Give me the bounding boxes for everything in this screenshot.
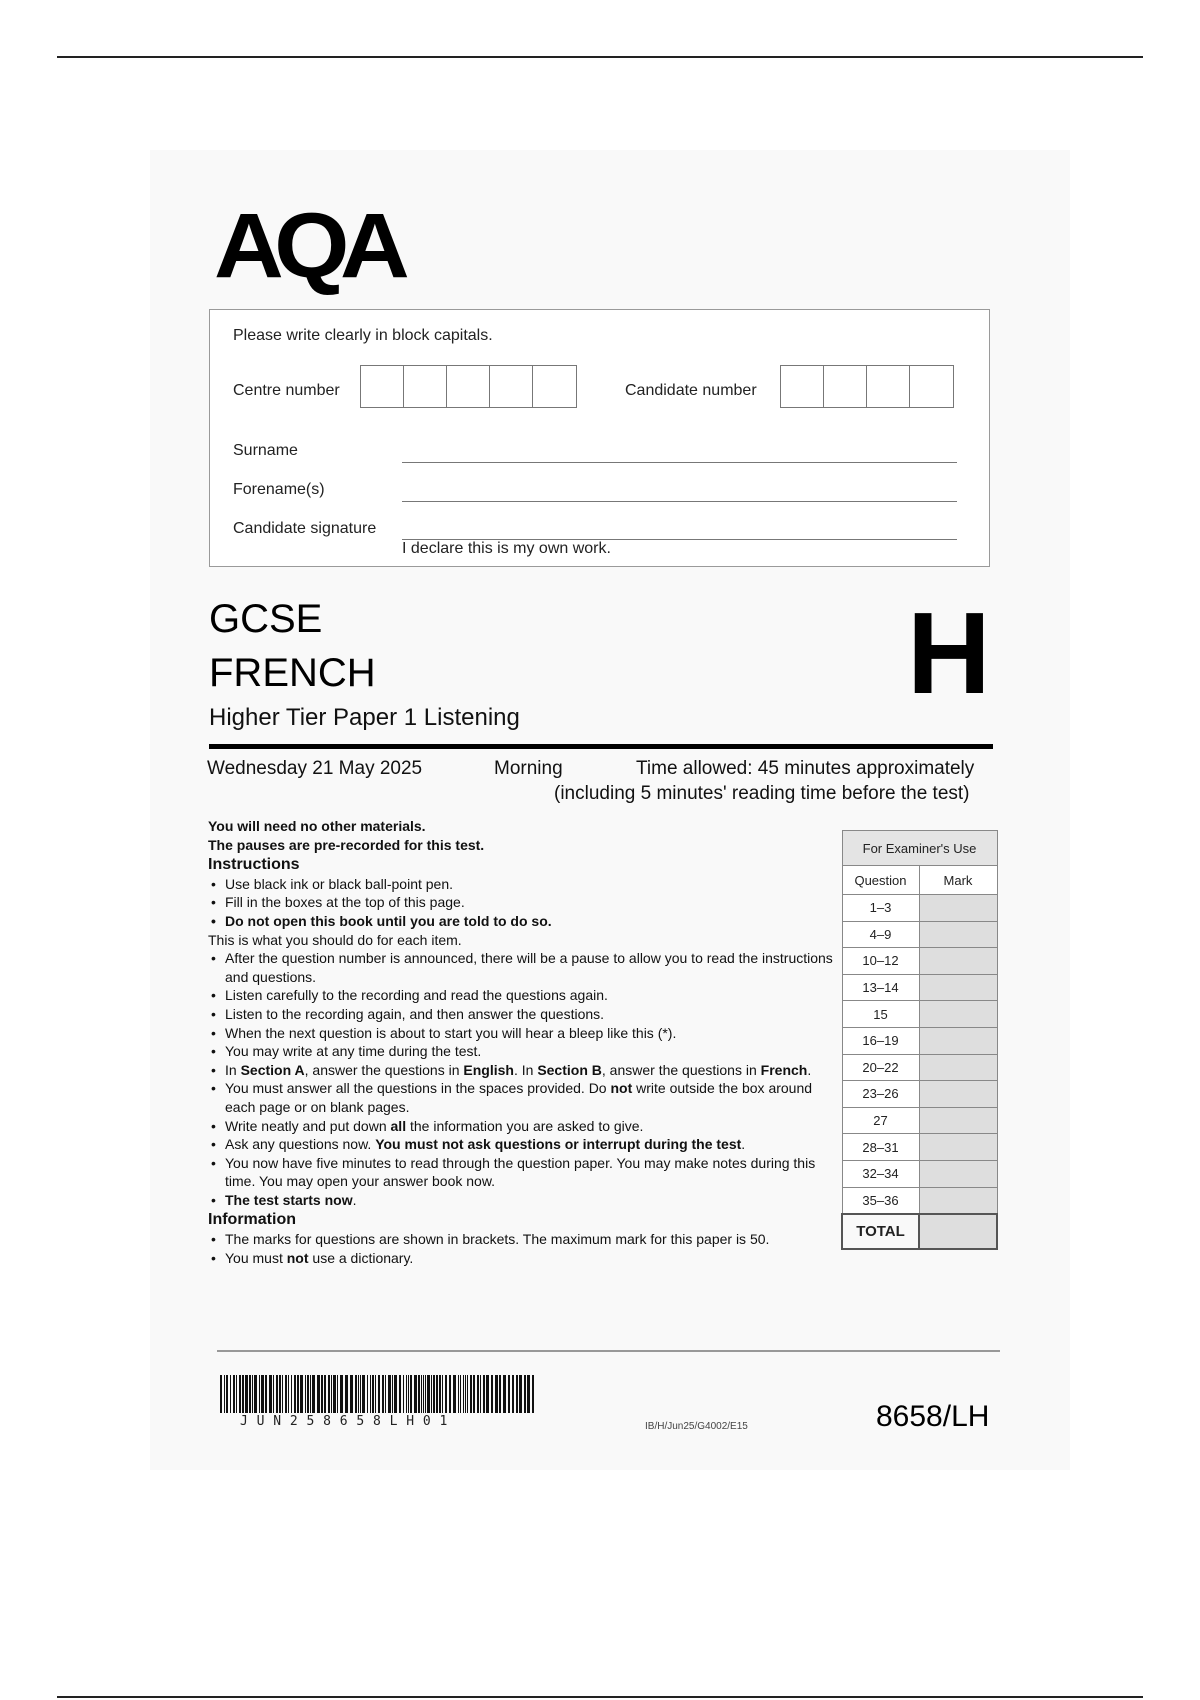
mark-cell xyxy=(919,1027,997,1054)
barcode-bar xyxy=(279,1375,281,1413)
mark-cell xyxy=(919,948,997,975)
barcode-bar xyxy=(491,1375,493,1413)
barcode-bar xyxy=(239,1375,241,1413)
barcode-bar xyxy=(367,1375,368,1413)
barcode-bar xyxy=(333,1375,336,1413)
barcode-bar xyxy=(233,1375,235,1413)
barcode-bar xyxy=(236,1375,237,1413)
question-range-cell: 20–22 xyxy=(842,1054,919,1081)
text-run: the information you are asked to give. xyxy=(406,1117,644,1134)
barcode-bar xyxy=(321,1375,323,1413)
item-intro: This is what you should do for each item. xyxy=(208,931,462,948)
barcode-bar xyxy=(317,1375,320,1413)
barcode-bar xyxy=(516,1375,518,1413)
text-run: Ask any questions now. xyxy=(225,1136,376,1153)
barcode-bar xyxy=(382,1375,384,1413)
barcode-bar xyxy=(254,1375,257,1413)
barcode-bar xyxy=(245,1375,248,1413)
barcode-bar xyxy=(463,1375,464,1413)
mark-cell xyxy=(919,1081,997,1108)
text-run: , answer the questions in xyxy=(304,1061,464,1078)
barcode-bar xyxy=(427,1375,430,1413)
barcode-bar xyxy=(273,1375,274,1413)
barcode-bar xyxy=(453,1375,456,1413)
instructions-list-1 xyxy=(208,875,838,931)
tier-paper-line: Higher Tier Paper 1 Listening xyxy=(209,704,520,731)
barcode xyxy=(220,1375,536,1413)
instruction-item-spaces xyxy=(208,1079,838,1116)
surname-label: Surname xyxy=(233,442,298,459)
barcode-bar xyxy=(423,1375,424,1413)
barcode-bar xyxy=(360,1375,361,1413)
examiner-use-table xyxy=(841,830,998,1250)
subject-title: FRENCH xyxy=(209,651,376,695)
pauses-note: The pauses are pre-recorded for this test. xyxy=(208,836,485,853)
text-run: . xyxy=(807,1061,812,1078)
materials-note: You will need no other materials. xyxy=(208,818,426,834)
barcode-bar xyxy=(449,1375,451,1413)
barcode-bar xyxy=(310,1375,311,1413)
barcode-bar xyxy=(470,1375,472,1413)
question-range-cell: 23–26 xyxy=(842,1081,919,1108)
text-run: , answer the questions in xyxy=(601,1061,761,1078)
text-run: use a dictionary. xyxy=(308,1249,414,1266)
information-heading: Information xyxy=(208,1211,296,1229)
barcode-bar xyxy=(477,1375,479,1413)
instruction-item: • Listen to the recording again, and then answer the questions. xyxy=(208,1005,838,1024)
question-range-cell: 13–14 xyxy=(842,974,919,1001)
title-rule xyxy=(209,744,993,749)
barcode-bar xyxy=(460,1375,461,1413)
instruction-item: • Fill in the boxes at the top of this page. xyxy=(208,893,838,912)
barcode-bar xyxy=(503,1375,506,1413)
emphasis-not: not xyxy=(610,1080,633,1097)
declaration-text: I declare this is my own work. xyxy=(402,540,611,557)
barcode-bar xyxy=(220,1375,222,1413)
examiner-row xyxy=(842,1107,997,1134)
barcode-bar xyxy=(458,1375,459,1413)
footer-separator xyxy=(217,1350,1000,1352)
barcode-bar xyxy=(408,1375,409,1413)
barcode-bar xyxy=(473,1375,475,1413)
barcode-bar xyxy=(467,1375,468,1413)
emphasis-all: all xyxy=(390,1117,407,1134)
examiner-table-caption: For Examiner's Use xyxy=(842,831,997,866)
paper-code: 8658/LH xyxy=(876,1400,990,1433)
mark-cell xyxy=(919,1160,997,1187)
information-item: • The marks for questions are shown in brackets. The maximum mark for this paper is 50. xyxy=(208,1230,838,1249)
barcode-text: JUN258658LH01 xyxy=(240,1414,457,1429)
barcode-bar xyxy=(375,1375,376,1413)
barcode-bar xyxy=(252,1375,253,1413)
centre-digit-box[interactable] xyxy=(361,366,404,407)
barcode-bar xyxy=(358,1375,359,1413)
test-starts-text: The test starts now xyxy=(225,1191,353,1208)
paper-reference: IB/H/Jun25/G4002/E15 xyxy=(645,1421,748,1432)
mark-column-header: Mark xyxy=(919,866,997,895)
signature-label: Candidate signature xyxy=(233,520,377,537)
instruction-item: • When the next question is about to start you will hear a bleep like this (*). xyxy=(208,1024,838,1043)
barcode-bar xyxy=(445,1375,447,1413)
question-range-cell: 28–31 xyxy=(842,1134,919,1161)
barcode-bar xyxy=(265,1375,267,1413)
instructions-heading: Instructions xyxy=(208,856,300,874)
barcode-bar xyxy=(508,1375,510,1413)
barcode-bar xyxy=(324,1375,326,1413)
candidate-digit-box[interactable] xyxy=(824,366,867,407)
barcode-bar xyxy=(480,1375,481,1413)
barcode-bar xyxy=(406,1375,407,1413)
aqa-logo: AQA xyxy=(214,195,401,297)
barcode-bar xyxy=(276,1375,278,1413)
examiner-row xyxy=(842,974,997,1001)
english-label: English xyxy=(463,1061,514,1078)
instruction-item: • Do not open this book until you are told to do so. xyxy=(208,912,838,931)
barcode-bar xyxy=(261,1375,264,1413)
instructions-list-2 xyxy=(208,949,838,1209)
centre-number-field[interactable] xyxy=(360,365,577,408)
examiner-row xyxy=(842,1001,997,1028)
mark-cell xyxy=(919,1134,997,1161)
examiner-row xyxy=(842,1054,997,1081)
barcode-bar xyxy=(249,1375,251,1413)
barcode-bar xyxy=(294,1375,296,1413)
mark-cell xyxy=(919,1107,997,1134)
barcode-bar xyxy=(226,1375,228,1413)
block-capitals-instruction: Please write clearly in block capitals. xyxy=(233,327,493,344)
barcode-bar xyxy=(362,1375,365,1413)
barcode-bar xyxy=(392,1375,393,1413)
barcode-bar xyxy=(465,1375,466,1413)
barcode-bar xyxy=(350,1375,353,1413)
barcode-bar xyxy=(291,1375,292,1413)
barcode-bar xyxy=(421,1375,422,1413)
time-allowed: Time allowed: 45 minutes approximately xyxy=(636,758,975,779)
candidate-details-box xyxy=(209,309,990,567)
barcode-bar xyxy=(331,1375,332,1413)
total-mark-cell xyxy=(919,1214,997,1249)
text-run: . In xyxy=(513,1061,538,1078)
question-range-cell: 35–36 xyxy=(842,1187,919,1214)
text-run: You must xyxy=(225,1249,287,1266)
instruction-item-sections xyxy=(208,1061,838,1080)
instruction-item: • Listen carefully to the recording and read the questions again. xyxy=(208,986,838,1005)
section-a-label: Section A xyxy=(240,1061,305,1078)
exam-session: Morning xyxy=(494,758,563,779)
section-b-label: Section B xyxy=(537,1061,602,1078)
barcode-bar xyxy=(442,1375,443,1413)
candidate-digit-box[interactable] xyxy=(781,366,824,407)
barcode-bar xyxy=(378,1375,380,1413)
centre-digit-box[interactable] xyxy=(490,366,533,407)
examiner-row xyxy=(842,895,997,922)
barcode-bar xyxy=(399,1375,401,1413)
barcode-bar xyxy=(300,1375,303,1413)
barcode-bar xyxy=(425,1375,426,1413)
barcode-bar xyxy=(242,1375,244,1413)
barcode-bar xyxy=(305,1375,306,1413)
barcode-bar xyxy=(486,1375,489,1413)
barcode-bar xyxy=(337,1375,338,1413)
instruction-item-ask xyxy=(208,1135,838,1154)
barcode-bar xyxy=(370,1375,371,1413)
question-range-cell: 27 xyxy=(842,1107,919,1134)
emphasis-no-interrupt: You must not ask questions or interrupt during the test xyxy=(375,1136,742,1153)
centre-digit-box[interactable] xyxy=(447,366,490,407)
barcode-bar xyxy=(297,1375,299,1413)
instruction-item: • After the question number is announced, there will be a pause to allow you to read the instructions and questions. xyxy=(208,949,838,986)
barcode-bar xyxy=(527,1375,530,1413)
barcode-bar xyxy=(418,1375,420,1413)
text-run: . xyxy=(741,1136,746,1153)
tier-letter: H xyxy=(907,588,991,718)
instruction-item: • Use black ink or black ball-point pen. xyxy=(208,875,838,894)
barcode-bar xyxy=(524,1375,526,1413)
barcode-bar xyxy=(312,1375,315,1413)
total-label: TOTAL xyxy=(842,1214,919,1249)
instruction-item-neatly xyxy=(208,1117,838,1136)
candidate-digit-box[interactable] xyxy=(910,366,953,407)
instruction-item: • You may write at any time during the test. xyxy=(208,1042,838,1061)
examiner-row xyxy=(842,948,997,975)
instruction-item-start xyxy=(208,1191,838,1210)
barcode-bar xyxy=(230,1375,231,1413)
barcode-bar xyxy=(433,1375,435,1413)
question-range-cell: 4–9 xyxy=(842,921,919,948)
barcode-bar xyxy=(385,1375,386,1413)
information-list xyxy=(208,1230,838,1267)
barcode-bar xyxy=(495,1375,498,1413)
mark-cell xyxy=(919,921,997,948)
barcode-bar xyxy=(483,1375,485,1413)
forenames-label: Forename(s) xyxy=(233,481,325,498)
reading-time: (including 5 minutes' reading time before the test) xyxy=(554,783,970,804)
text-run: Write neatly and put down xyxy=(225,1117,391,1134)
examiner-row xyxy=(842,1027,997,1054)
barcode-bar xyxy=(410,1375,412,1413)
mark-cell xyxy=(919,1054,997,1081)
barcode-bar xyxy=(372,1375,374,1413)
text-run: You must answer all the questions in the spaces provided. Do xyxy=(225,1080,611,1097)
barcode-bar xyxy=(431,1375,432,1413)
mark-cell xyxy=(919,1187,997,1214)
mark-cell xyxy=(919,974,997,1001)
barcode-bar xyxy=(285,1375,287,1413)
barcode-bar xyxy=(414,1375,417,1413)
information-item-dictionary xyxy=(208,1249,838,1268)
mark-cell xyxy=(919,895,997,922)
candidate-number-label: Candidate number xyxy=(625,382,757,399)
question-column-header: Question xyxy=(842,866,919,895)
barcode-bar xyxy=(282,1375,283,1413)
barcode-bar xyxy=(532,1375,534,1413)
bottom-rule xyxy=(57,1696,1143,1698)
question-range-cell: 10–12 xyxy=(842,948,919,975)
barcode-bar xyxy=(345,1375,348,1413)
question-range-cell: 32–34 xyxy=(842,1160,919,1187)
text-run: write outside the box around each page or on blank pages. xyxy=(225,1080,813,1115)
examiner-rows xyxy=(842,895,997,1215)
top-rule xyxy=(57,56,1143,58)
centre-digit-box[interactable] xyxy=(404,366,447,407)
barcode-bar xyxy=(328,1375,330,1413)
barcode-bar xyxy=(355,1375,357,1413)
barcode-bar xyxy=(439,1375,441,1413)
barcode-bar xyxy=(224,1375,225,1413)
barcode-bar xyxy=(512,1375,514,1413)
barcode-bar xyxy=(519,1375,522,1413)
barcode-bar xyxy=(288,1375,289,1413)
centre-digit-box[interactable] xyxy=(533,366,576,407)
centre-number-label: Centre number xyxy=(233,382,340,399)
examiner-row xyxy=(842,921,997,948)
barcode-bar xyxy=(340,1375,343,1413)
examiner-row xyxy=(842,1160,997,1187)
barcode-bar xyxy=(403,1375,404,1413)
emphasis-not: not xyxy=(286,1249,309,1266)
barcode-bar xyxy=(259,1375,260,1413)
examiner-row xyxy=(842,1187,997,1214)
candidate-digit-box[interactable] xyxy=(867,366,910,407)
qualification-title: GCSE xyxy=(209,597,323,641)
candidate-number-field[interactable] xyxy=(780,365,954,408)
question-range-cell: 16–19 xyxy=(842,1027,919,1054)
question-range-cell: 15 xyxy=(842,1001,919,1028)
barcode-bar xyxy=(436,1375,438,1413)
barcode-bar xyxy=(269,1375,272,1413)
surname-line[interactable] xyxy=(402,462,957,463)
barcode-bar xyxy=(307,1375,309,1413)
question-range-cell: 1–3 xyxy=(842,895,919,922)
examiner-row xyxy=(842,1081,997,1108)
exam-date: Wednesday 21 May 2025 xyxy=(207,758,423,779)
barcode-bar xyxy=(388,1375,391,1413)
instructions-block xyxy=(208,817,838,1267)
instruction-item: • You now have five minutes to read through the question paper. You may make notes during this time. You may open your answer book now. xyxy=(208,1154,838,1191)
text-run: . xyxy=(352,1191,357,1208)
examiner-row xyxy=(842,1134,997,1161)
mark-cell xyxy=(919,1001,997,1028)
barcode-bar xyxy=(499,1375,501,1413)
text-run: In xyxy=(225,1061,241,1078)
french-label: French xyxy=(760,1061,808,1078)
barcode-bar xyxy=(394,1375,397,1413)
forenames-line[interactable] xyxy=(402,501,957,502)
